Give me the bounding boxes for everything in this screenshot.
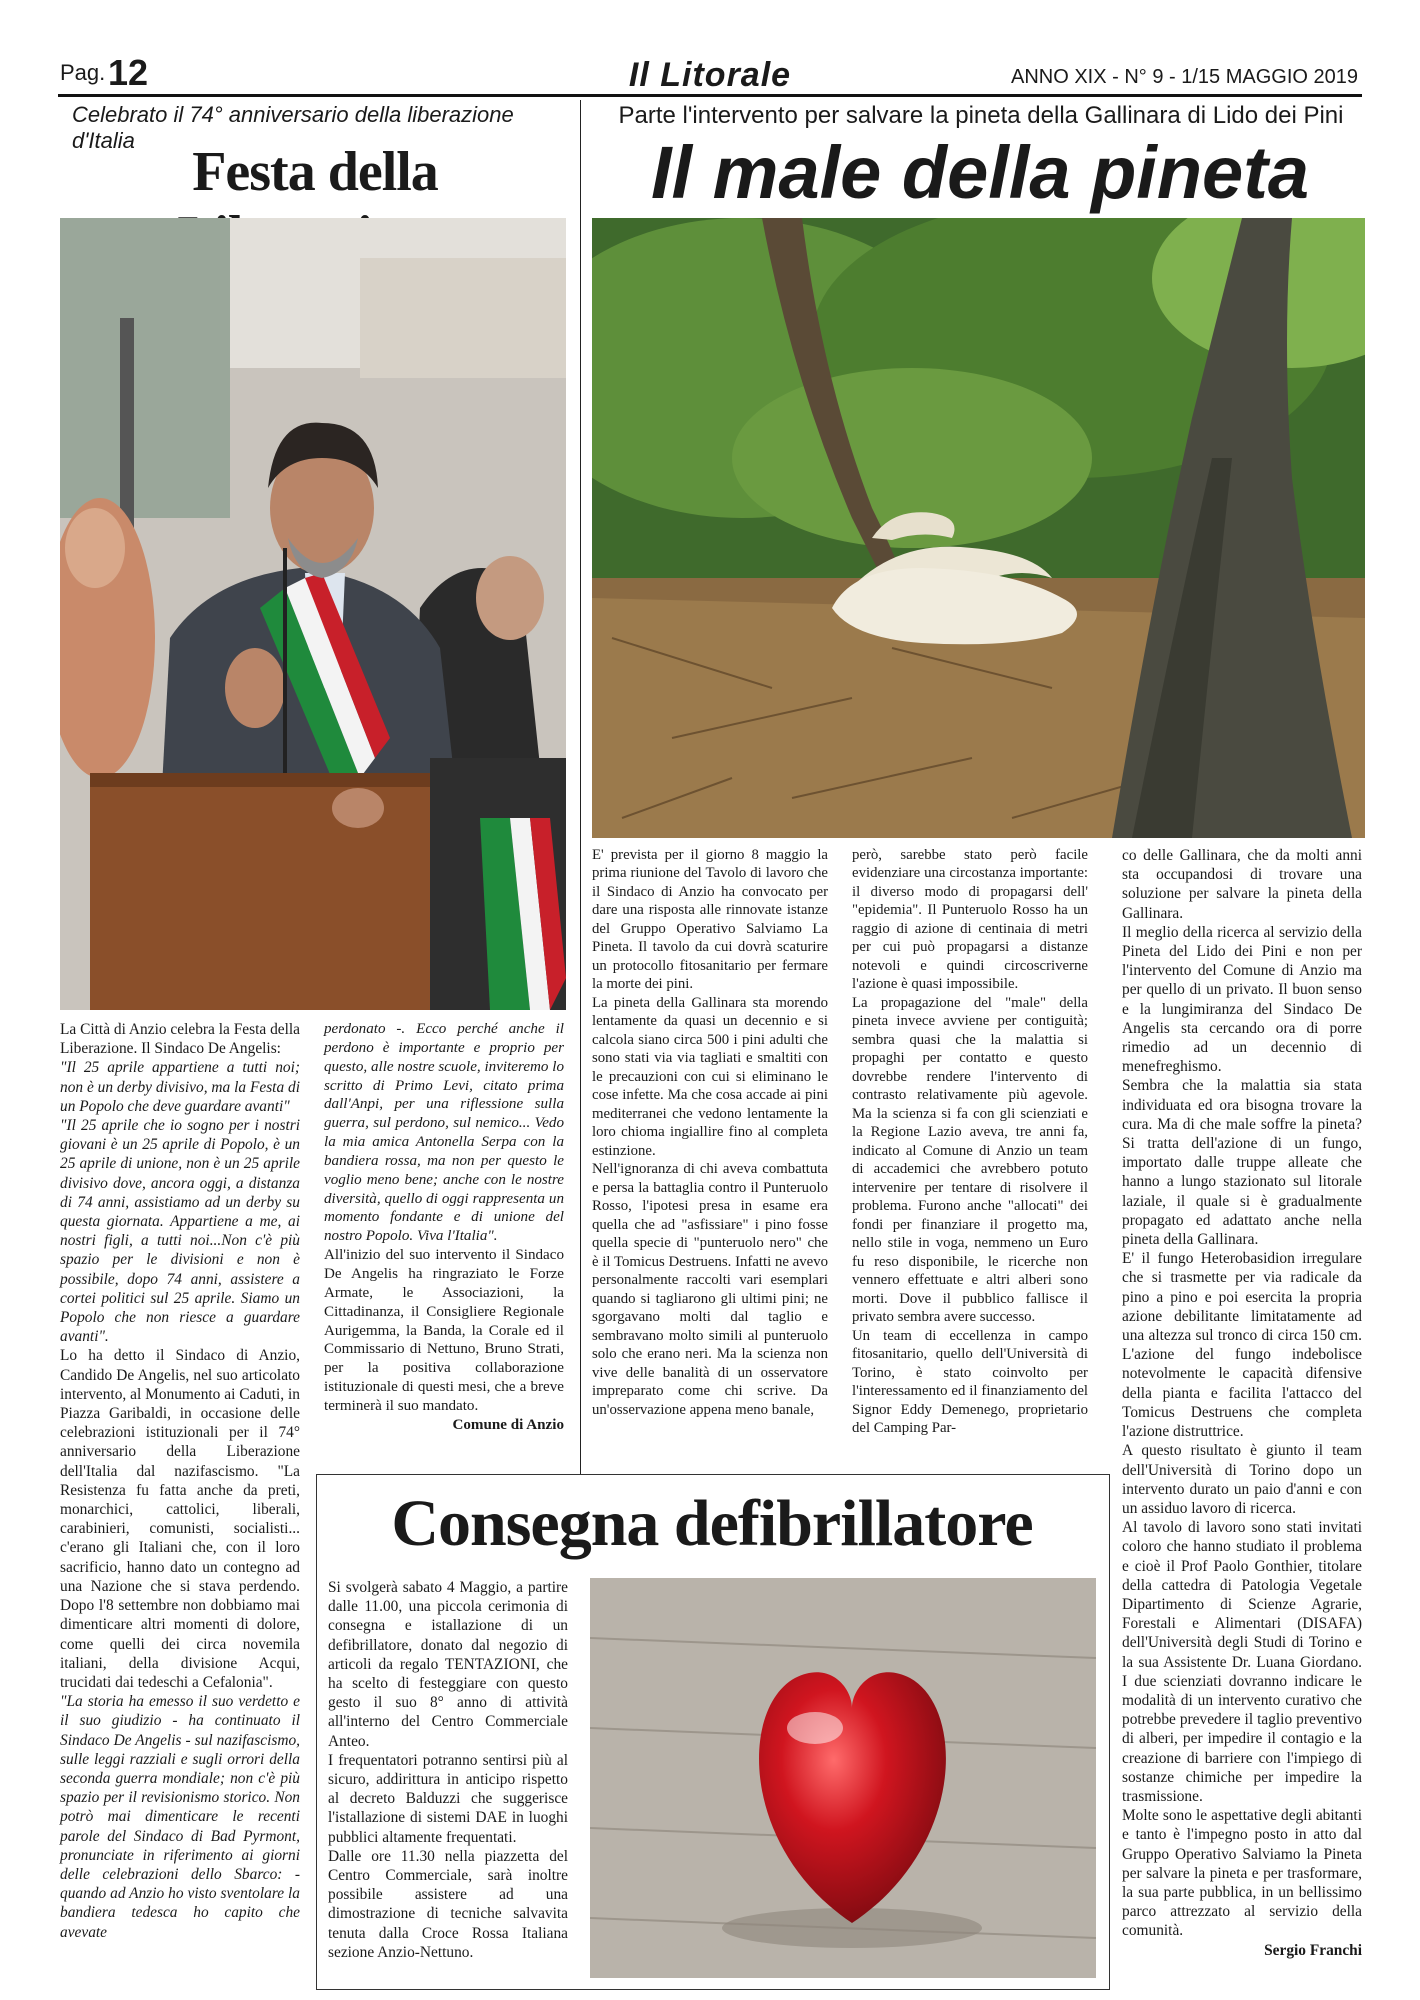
- paragraph: I frequentatori potranno sentirsi più al sicuro, addirittura in anticipo rispetto al decreto Balduzzi che suggerisce l'istallazione di sistemi DAE in luoghi pubblici altamente frequentati.: [328, 1751, 568, 1846]
- right-headline: Il male della pineta: [650, 131, 1309, 214]
- defibrillator-text: [328, 1578, 568, 1962]
- left-article-column-1: [60, 1020, 300, 1942]
- paragraph: Lo ha detto il Sindaco di Anzio, Candido De Angelis, nel suo articolato intervento, al Monumento ai Caduti, in Piazza Garibaldi, in occasione delle celebrazioni istituzionali per il 74° anniversario della Liberazione dell'Italia dal nazifascismo. "La Resistenza fu fatta anche da preti, monarchici, cattolici, liberali, carabinieri, comunisti, socialisti... c'erano gli Italiani che, con il loro sacrificio, hanno dato un contegno ad una Nazione che si stava perdendo. Dopo l'8 settembre non dobbiamo mai dimenticare altri momenti di dolore, come quelli dei circa novemila italiani, della divisione Acqui, trucidati dai tedeschi a Cefalonia".: [60, 1347, 300, 1691]
- left-article-signature: Comune di Anzio: [452, 1416, 564, 1433]
- paragraph: Sembra che la malattia sia stata individuata ed ora bisogna trovare la cura. Ma di che male soffre la pineta? Si tratta dell'azione di un fungo, importato dalle truppe alleate che hanno a lungo stazionato sul litorale laziale, il quale si è gradualmente propagato ed adattato anche nella pineta della Gallinara.: [1122, 1077, 1362, 1249]
- paragraph: Al tavolo di lavoro sono stati invitati coloro che hanno studiato il problema e cioè il Prof Paolo Gonthier, titolare della cattedra di Patologia Vegetale Dipartimento di Scienze Agrarie, Forestali e Alimentari (DISAFA) dell'Università degli Studi di Torino e la sua Assistente Dr. Luana Giordano. I due scienziati dovranno indicare le modalità di un intervento curativo che potrebbe prevedere il taglio preventivo di alberi, per impedire il contagio e la creazione di barriere con l'impiego di sostanze chimiche per impedire la trasmissione.: [1122, 1519, 1362, 1805]
- paragraph: co delle Gallinara, che da molti anni sta occupandosi di trovare una soluzione per salvare la pineta della Gallinara.: [1122, 847, 1362, 922]
- paragraph: A questo risultato è giunto il team dell'Università di Torino dopo un intervento durato un paio d'anni e con un assiduo lavoro di ricerca.: [1122, 1442, 1362, 1517]
- paragraph: E' il fungo Heterobasidion irregulare che si trasmette per via radicale da pino a pino e poi esercita la propria azione debilitante limitatamente ad una altezza sul tronco di circa 150 cm. L'azione del fungo indebolisce notevolmente le capacità difensive della pianta e facilita l'attacco del Tomicus Destruens che completa l'azione distruttrice.: [1122, 1250, 1362, 1441]
- paragraph: Dalle ore 11.30 nella piazzetta del Centro Commerciale, sarà inoltre possibile assistere ad una dimostrazione di tecniche salvavita tenuta dalla Croce Rossa Italiana sezione Anzio-Nettuno.: [328, 1847, 568, 1961]
- paragraph: però, sarebbe stato però facile evidenziare una circostanza importante: il diverso modo di propagarsi dell' "epidemia". Il Punteruolo Rosso ha un raggio di azione di centinaia di metri per cui può propagarsi a distanze notevoli e quindi circoscriverne l'azione è quasi impossibile.: [852, 847, 1088, 993]
- paragraph: Un team di eccellenza in campo fitosanitario, quello dell'Università di Torino, è stato coinvolto per l'interessamento ed il finanziamento del Signor Eddy Demenego, proprietario del Camping Par-: [852, 1327, 1088, 1437]
- paragraph: Molte sono le aspettative degli abitanti e tanto è l'impegno posto in atto dal Gruppo Operativo Salviamo la Pineta per salvare la pineta e per trasformare, la sua parte pubblica, in un bellissimo parco attrezzato al servizio della comunità.: [1122, 1807, 1362, 1940]
- paragraph: La propagazione del "male" della pineta invece avviene per contiguità; sembra quasi che la malattia si propaghi per contatto e questo dovrebbe rendere l'intervento di contrasto relativamente più agevole. Ma la scienza si fa con gli scienziati e la Regione Lazio aveva, tre anni fa, indicato al Comune di Anzio un team di accademici che avrebbero potuto intervenire per tentare di risolvere il problema. Furono anche "allocati" dei fondi per finanziare il progetto ma, nello stile in voga, nemmeno un Euro fu reso disponibile, le ricerche non vennero effettuate e altri alberi sono morti. Dove il pubblico fallisce il privato sembra avere successo.: [852, 994, 1088, 1326]
- paragraph: Si svolgerà sabato 4 Maggio, a partire dalle 11.00, una piccola cerimonia di consegna e istallazione di un defibrillatore, donato dal negozio di articoli da regalo TENTAZIONI, che ha scelto di festeggiare con questo gesto il suo 8° anno di attività all'interno del Centro Commerciale Anteo.: [328, 1579, 568, 1750]
- column-divider: [580, 100, 581, 1475]
- paragraph: Nell'ignoranza di chi aveva combattuta e persa la battaglia contro il Punteruolo Rosso, l'ipotesi presa in esame era quella che ad "asfissiare" i pino fosse quella specie di "punteruolo nero" che è il Tomicus Destruens. Infatti ne avevo personalmente raccolti vari esemplari quando si tagliarono gli ultimi pini; ne sgorgavano molti dal taglio e sembravano molto simili al punteruolo solo che erano neri. Ma la scienza non vive delle banalità di un osservatore impreparato come chi scrive. Da un'osservazione appena meno banale,: [592, 1161, 828, 1418]
- mayor-photo: [60, 218, 566, 1010]
- paragraph: E' prevista per il giorno 8 maggio la prima riunione del Tavolo di lavoro che il Sindaco di Anzio ha convocato per dare una risposta alle rinnovate istanze del Gruppo Operativo Salviamo La Pineta. Il tavolo da cui dovrà scaturire un protocollo fitosanitario per fermare la morte dei pini.: [592, 847, 828, 993]
- red-heart-photo: [590, 1578, 1096, 1978]
- right-article-column-2: [852, 846, 1088, 1438]
- right-kicker: Parte l'intervento per salvare la pineta della Gallinara di Lido dei Pini: [618, 102, 1344, 129]
- left-kicker: Celebrato il 74° anniversario della liberazione d'Italia: [72, 102, 514, 153]
- paragraph: "La storia ha emesso il suo verdetto e il suo giudizio - ha continuato il Sindaco De Angelis - sul nazifascismo, sulle leggi razziali e sugli orrori della seconda guerra mondiale; non c'è più spazio per il revisionismo storico. Non potrò mai dimenticare le recenti parole del Sindaco di Bad Pyrmont, pronunciate in riferimento ai giorni delle celebrazioni dello Sbarco: - quando ad Anzio ho visto sventolare la bandiera tedesca ho capito che avevate: [60, 1693, 300, 1941]
- right-article-column-1: [592, 846, 828, 1419]
- paragraph: La pineta della Gallinara sta morendo lentamente da quasi un decennio e si calcola siano circa 500 i pini adulti che sono stati via via tagliati e smaltiti con le precauzioni con cui si eliminano le cose infette. Ma che cosa accade ai pini mediterranei che vedono lentamente la loro chioma ingiallire fino al completa estinzione.: [592, 994, 828, 1159]
- paragraph: La Città di Anzio celebra la Festa della Liberazione. Il Sindaco De Angelis:: [60, 1021, 300, 1058]
- page-number: 12: [108, 52, 149, 93]
- masthead: Il Litorale: [628, 56, 792, 94]
- issue-info: ANNO XIX - N° 9 - 1/15 MAGGIO 2019: [1010, 66, 1358, 88]
- page-label: Pag.: [60, 60, 106, 85]
- paragraph: "Il 25 aprile appartiene a tutti noi; non è un derby divisivo, ma la Festa di un Popolo che deve guardare avanti": [60, 1059, 300, 1115]
- paragraph: perdonato -. Ecco perché anche il perdono è importante e proprio per questo, alle nostre scuole, inviteremo lo scritto di Primo Levi, citato prima dall'Anpi, per una riflessione sulla guerra, sul perdono, sul nemico... Vedo la mia amica Antonella Serpa con la bandiera rossa, ma non per questo le voglio meno bene; anche con le nostre diversità, quello di oggi rappresenta un momento fondante e di unione del nostro Popolo. Viva l'Italia".: [324, 1021, 564, 1245]
- left-article-column-2: [324, 1020, 564, 1435]
- paragraph: "Il 25 aprile che io sogno per i nostri giovani è un 25 aprile di Popolo, è un 25 aprile di unione, non è un 25 aprile divisivo dove, ancora oggi, a distanza di 74 anni, assistiamo ad un derby su questa giornata. Appartiene a me, ai nostri figli, a tutti noi...Non c'è più spazio per le divisioni e non è possibile, dopo 74 anni, assistere a cortei politici sul 25 aprile. Siamo un Popolo che non riesce a guardare avanti".: [60, 1117, 300, 1346]
- pinewood-fungus-photo: [592, 218, 1365, 838]
- right-article-signature: Sergio Franchi: [1264, 1941, 1362, 1959]
- header-rule: [58, 94, 1362, 97]
- paragraph: All'inizio del suo intervento il Sindaco De Angelis ha ringraziato le Forze Armate, le Associazioni, la Cittadinanza, il Consigliere Regionale Aurigemma, la Banda, la Corale ed il Commissario di Nettuno, Bruno Strati, per la positiva collaborazione istituzionale di questi mesi, che a breve terminerà il suo mandato.: [324, 1247, 564, 1414]
- defibrillator-headline: Consegna defibrillatore: [391, 1487, 1033, 1560]
- paragraph: Il meglio della ricerca al servizio della Pineta del Lido dei Pini e non per l'intervento del Comune di Anzio ma per quello di un privato. Il buon senso e la lungimiranza del Sindaco De Angelis sta cercando ora di porre rimedio ad un decennio di menefreghismo.: [1122, 923, 1362, 1076]
- left-headline: Festa della: [192, 141, 438, 203]
- right-article-column-3: [1122, 846, 1362, 1960]
